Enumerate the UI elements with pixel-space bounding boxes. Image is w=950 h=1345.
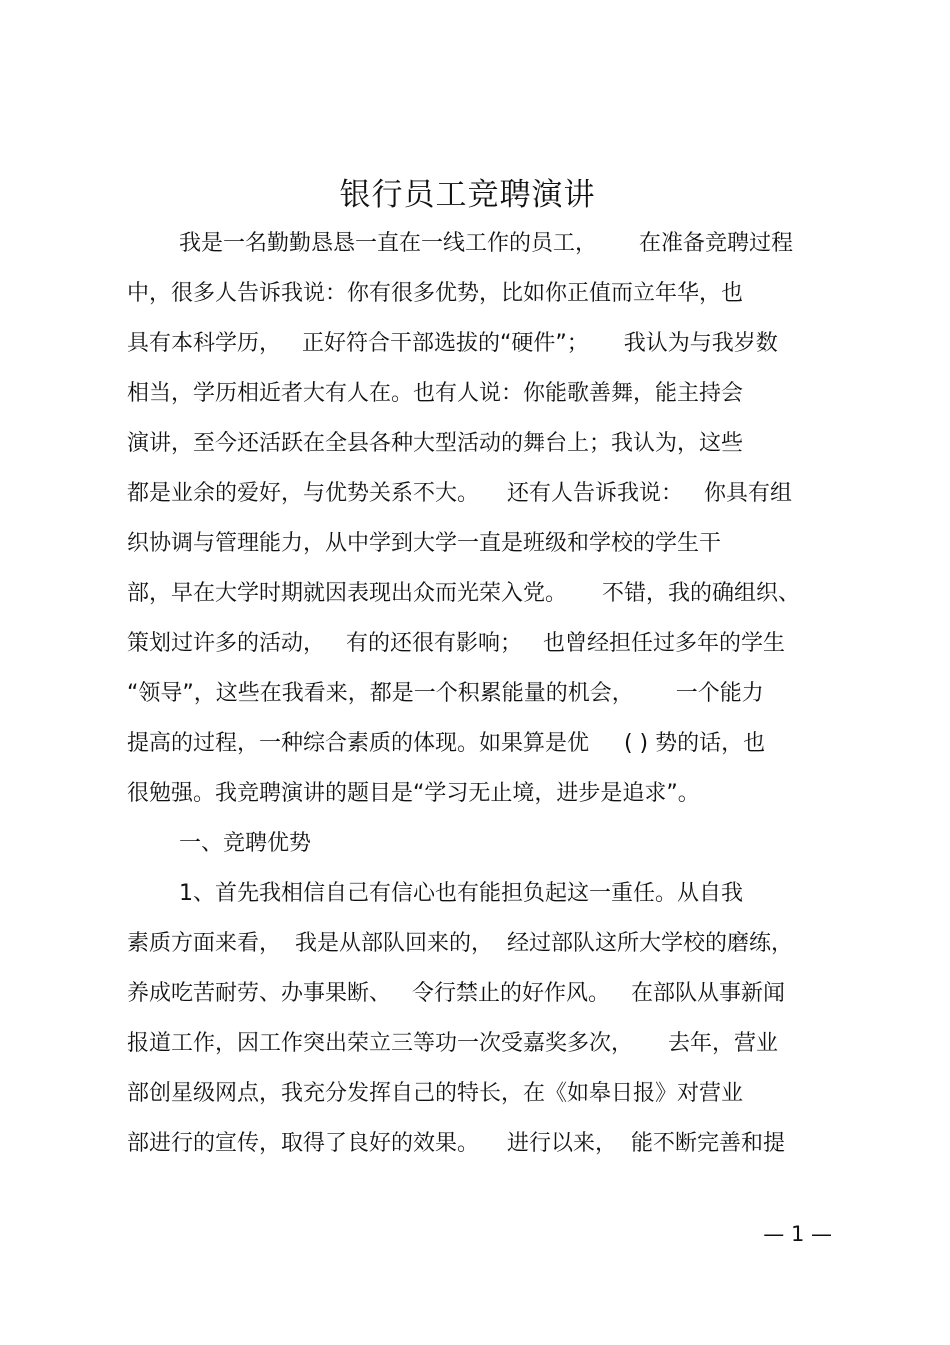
body-line: 很勉强。我竞聘演讲的题目是“学习无止境，进步是追求”。 [127,781,700,806]
body-line: 相当，学历相近者大有人在。也有人说：你能歌善舞，能主持会 [127,381,744,406]
document-title: 银行员工竞聘演讲 [339,177,596,213]
body-line: 中，很多人告诉我说：你有很多优势，比如你正值而立年华，也 [127,281,744,306]
document-body [127,219,827,1169]
body-line: 1、首先我相信自己有信心也有能担负起这一重任。从自我 [179,881,743,906]
page-number: — 1 — [763,1222,832,1246]
body-line: 养成吃苦耐劳、办事果断、 令行禁止的好作风。 在部队从事新闻 [127,981,785,1006]
body-line: 提高的过程，一种综合素质的体现。如果算是优 ( ) 势的话，也 [127,731,766,756]
body-line: 部，早在大学时期就因表现出众而光荣入党。 不错，我的确组织、 [127,581,800,606]
body-line: 报道工作，因工作突出荣立三等功一次受嘉奖多次， 去年，营业 [127,1031,778,1056]
body-line: 素质方面来看， 我是从部队回来的， 经过部队这所大学校的磨练， [127,931,793,956]
body-line: 具有本科学历， 正好符合干部选拔的“硬件”； 我认为与我岁数 [127,331,778,356]
body-line: 部创星级网点，我充分发挥自己的特长，在《如皋日报》对营业 [127,1081,744,1106]
body-line: 我是一名勤勤恳恳一直在一线工作的员工， 在准备竞聘过程 [179,231,793,256]
body-line: 都是业余的爱好，与优势关系不大。 还有人告诉我说： 你具有组 [127,481,792,506]
body-line: 织协调与管理能力，从中学到大学一直是班级和学校的学生干 [127,531,722,556]
body-line: 演讲，至今还活跃在全县各种大型活动的舞台上；我认为，这些 [127,431,744,456]
body-line: 部进行的宣传，取得了良好的效果。 进行以来， 能不断完善和提 [127,1131,785,1156]
body-line: 策划过许多的活动， 有的还很有影响； 也曾经担任过多年的学生 [127,631,785,656]
body-line: “领导”，这些在我看来，都是一个积累能量的机会， 一个能力 [127,681,764,706]
section-heading: 一、竞聘优势 [179,831,312,856]
